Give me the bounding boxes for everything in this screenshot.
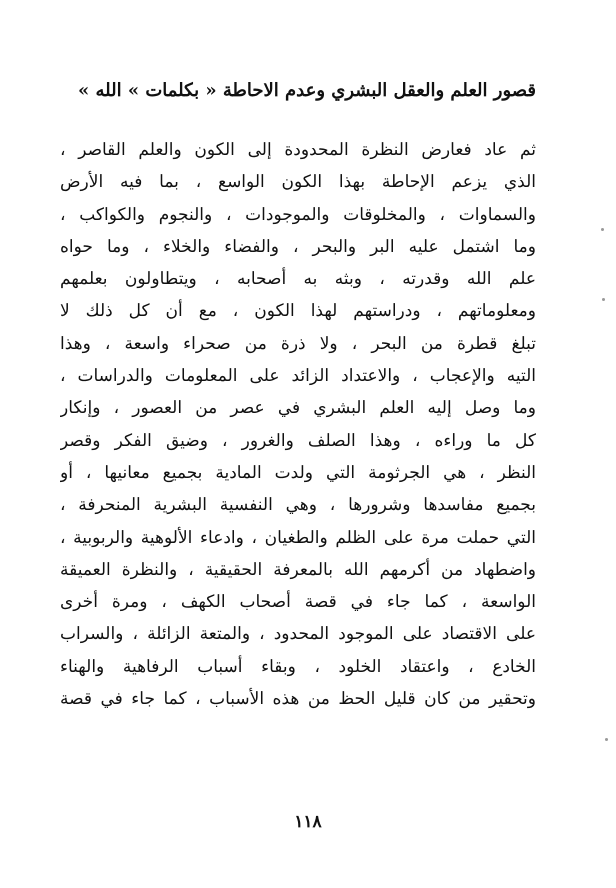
section-heading: قصور العلم والعقل البشري وعدم الاحاطة « بكلمات » الله »	[77, 80, 536, 101]
scan-speck	[605, 738, 608, 741]
text-line: وما اشتمل عليه البر والبحر ، والفضاء والخلاء ، وما حواه	[60, 236, 536, 257]
text-line: التي حملت مرة على الظلم والطغيان ، وادعاء الألوهية والربوبية ،	[60, 527, 536, 548]
text-line: الواسعة ، كما جاء في قصة أصحاب الكهف ، ومرة أخرى	[60, 592, 536, 613]
text-line: وما وصل إليه العلم البشري في عصر من العصور ، وإنكار	[60, 398, 536, 419]
scan-speck	[601, 228, 604, 231]
text-line: بجميع مفاسدها وشرورها ، وهي النفسية البشرية المنحرفة ،	[60, 495, 536, 516]
text-line: ثم عاد فعارض النظرة المحدودة إلى الكون والعلم القاصر ،	[60, 140, 536, 160]
page-number: ١١٨	[294, 812, 322, 832]
text-line: على الاقتصاد على الموجود المحدود ، والمتعة الزائلة ، والسراب	[60, 624, 536, 645]
text-line: الذي يزعم الإحاطة بهذا الكون الواسع ، بما فيه الأرض	[60, 172, 536, 193]
body-paragraph	[60, 134, 536, 715]
scan-speck	[602, 298, 605, 301]
text-line: واضطهاد من أكرمهم الله بالمعرفة الحقيقية ، والنظرة العميقة	[60, 559, 536, 580]
text-line: التيه والإعجاب ، والاعتداد الزائد على المعلومات والدراسات ،	[60, 366, 536, 387]
text-line: علم الله وقدرته ، وبثه به أصحابه ، ويتطاولون بعلمهم	[60, 269, 536, 290]
text-line: كل ما وراءه ، وهذا الصلف والغرور ، وضيق الفكر وقصر	[60, 430, 536, 451]
text-line: النظر ، هي الجرثومة التي ولدت المادية بجميع معانيها ، أو	[60, 462, 536, 483]
text-line: والسماوات ، والمخلوقات والموجودات ، والنجوم والكواكب ،	[60, 204, 536, 225]
text-line: تبلغ قطرة من البحر ، ولا ذرة من صحراء واسعة ، وهذا	[60, 333, 536, 354]
text-line: ومعلوماتهم ، ودراستهم لهذا الكون ، مع أن كل ذلك لا	[60, 301, 536, 322]
text-line: الخادع ، واعتقاد الخلود ، وبقاء أسباب الرفاهية والهناء	[60, 656, 536, 677]
text-line: وتحقير من كان قليل الحظ من هذه الأسباب ، كما جاء في قصة	[60, 689, 536, 710]
